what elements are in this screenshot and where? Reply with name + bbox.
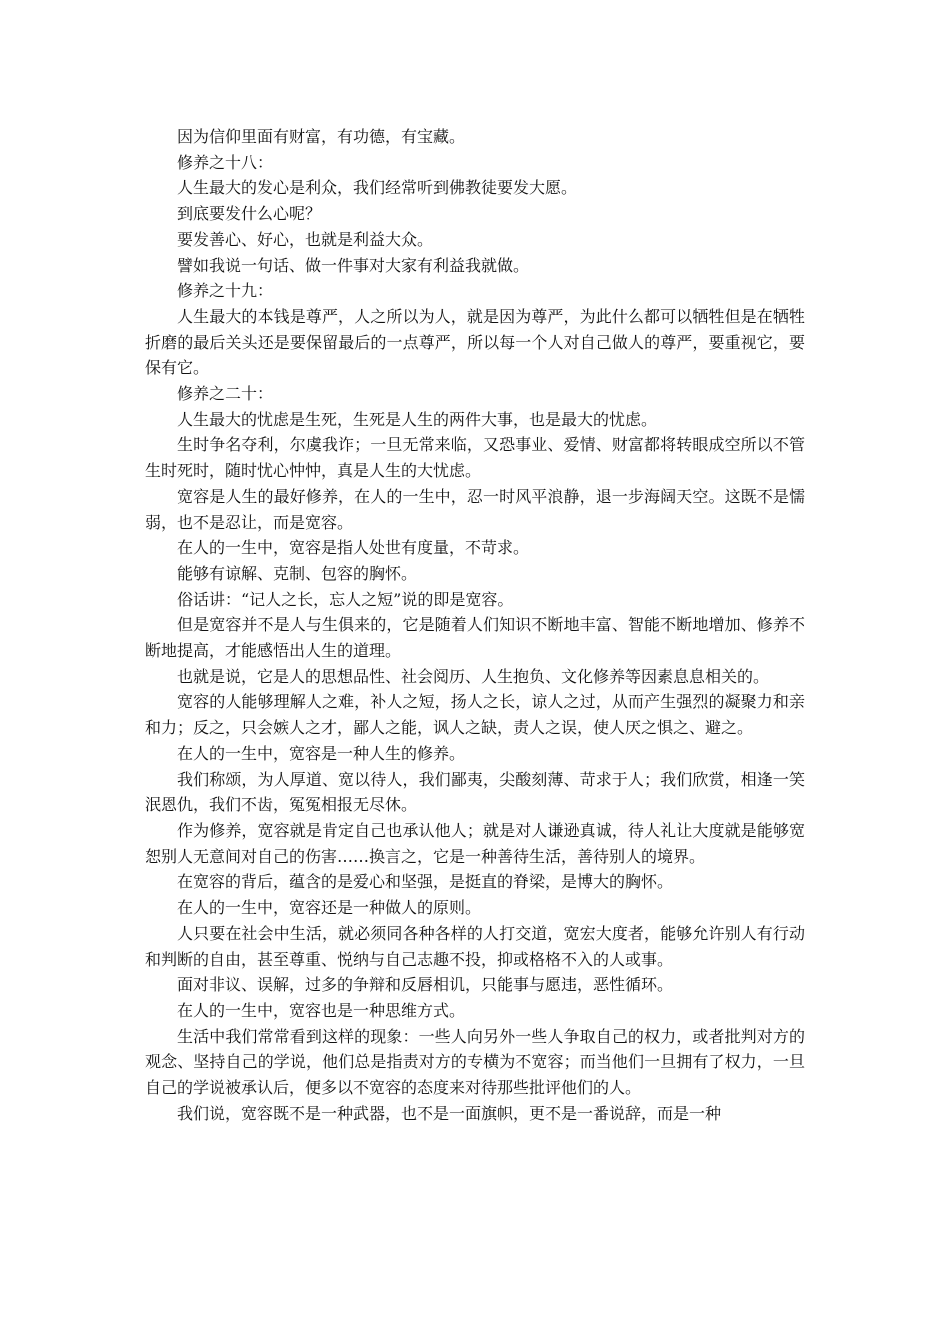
- paragraph-12: 宽容是人生的最好修养，在人的一生中，忍一时风平浪静，退一步海阔天空。这既不是懦弱，也不是忍让，而是宽容。: [145, 486, 805, 532]
- paragraph-17: 也就是说，它是人的思想品性、社会阅历、人生抱负、文化修养等因素息息相关的。: [177, 666, 770, 686]
- paragraph-16: 但是宽容并不是人与生俱来的，它是随着人们知识不断地丰富、智能不断地增加、修养不断地提高，才能感悟出人生的道理。: [145, 615, 805, 661]
- paragraph-4: 到底要发什么心呢？: [177, 204, 322, 224]
- paragraph-19: 在人的一生中，宽容是一种人生的修养。: [177, 743, 466, 763]
- paragraph-1: 因为信仰里面有财富，有功德，有宝藏。: [177, 127, 466, 146]
- paragraph-14: 能够有谅解、克制、包容的胸怀。: [177, 563, 418, 583]
- paragraph-20: 我们称颂，为人厚道、宽以待人，我们鄙夷，尖酸刻薄、苛求于人；我们欣赏，相逢一笑泯恩仇，我们不齿，冤冤相报无尽休。: [145, 769, 805, 815]
- paragraph-24: 人只要在社会中生活，就必须同各种各样的人打交道，宽宏大度者，能够允许别人有行动和判断的自由，甚至尊重、悦纳与自己志趣不投，抑或格格不入的人或事。: [145, 923, 805, 969]
- paragraph-28: 我们说，宽容既不是一种武器，也不是一面旗帜，更不是一番说辞，而是一种: [177, 1103, 722, 1123]
- paragraph-8: 人生最大的本钱是尊严，人之所以为人，就是因为尊严，为此什么都可以牺牲但是在牺牲折磨的最后关头还是要保留最后的一点尊严，所以每一个人对自己做人的尊严，要重视它，要保有它。: [145, 306, 805, 378]
- paragraph-5: 要发善心、好心，也就是利益大众。: [177, 229, 434, 249]
- paragraph-15: 俗话讲：“记人之长，忘人之短”说的即是宽容。: [177, 589, 514, 609]
- paragraph-27: 生活中我们常常看到这样的现象：一些人向另外一些人争取自己的权力，或者批判对方的观念、坚持自己的学说，他们总是指责对方的专横为不宽容；而当他们一旦拥有了权力，一旦自己的学说被承认后，便多以不宽容的态度来对待那些批评他们的人。: [145, 1026, 805, 1098]
- document-body: [145, 124, 805, 1126]
- paragraph-18: 宽容的人能够理解人之难，补人之短，扬人之长，谅人之过，从而产生强烈的凝聚力和亲和力；反之，只会嫉人之才，鄙人之能，讽人之缺，责人之误，使人厌之惧之、避之。: [145, 692, 805, 738]
- paragraph-13: 在人的一生中，宽容是指人处世有度量，不苛求。: [177, 538, 530, 558]
- paragraph-6: 譬如我说一句话、做一件事对大家有利益我就做。: [177, 255, 530, 275]
- paragraph-22: 在宽容的背后，蕴含的是爱心和坚强，是挺直的脊梁，是博大的胸怀。: [177, 872, 674, 892]
- paragraph-26: 在人的一生中，宽容也是一种思维方式。: [177, 1000, 466, 1020]
- paragraph-3: 人生最大的发心是利众，我们经常听到佛教徒要发大愿。: [177, 178, 578, 198]
- paragraph-21: 作为修养，宽容就是肯定自己也承认他人；就是对人谦逊真诚，待人礼让大度就是能够宽恕别人无意间对自己的伤害……换言之，它是一种善待生活，善待别人的境界。: [145, 820, 805, 866]
- paragraph-2: 修养之十八：: [177, 152, 274, 172]
- paragraph-23: 在人的一生中，宽容还是一种做人的原则。: [177, 898, 482, 918]
- paragraph-9: 修养之二十：: [177, 384, 274, 404]
- paragraph-11: 生时争名夺利，尔虞我诈；一旦无常来临，又恐事业、爱情、财富都将转眼成空所以不管生时死时，随时忧心忡忡，真是人生的大忧虑。: [145, 435, 805, 481]
- paragraph-10: 人生最大的忧虑是生死，生死是人生的两件大事，也是最大的忧虑。: [177, 409, 658, 429]
- paragraph-7: 修养之十九：: [177, 281, 274, 301]
- paragraph-25: 面对非议、误解，过多的争辩和反唇相讥，只能事与愿违，恶性循环。: [177, 975, 674, 995]
